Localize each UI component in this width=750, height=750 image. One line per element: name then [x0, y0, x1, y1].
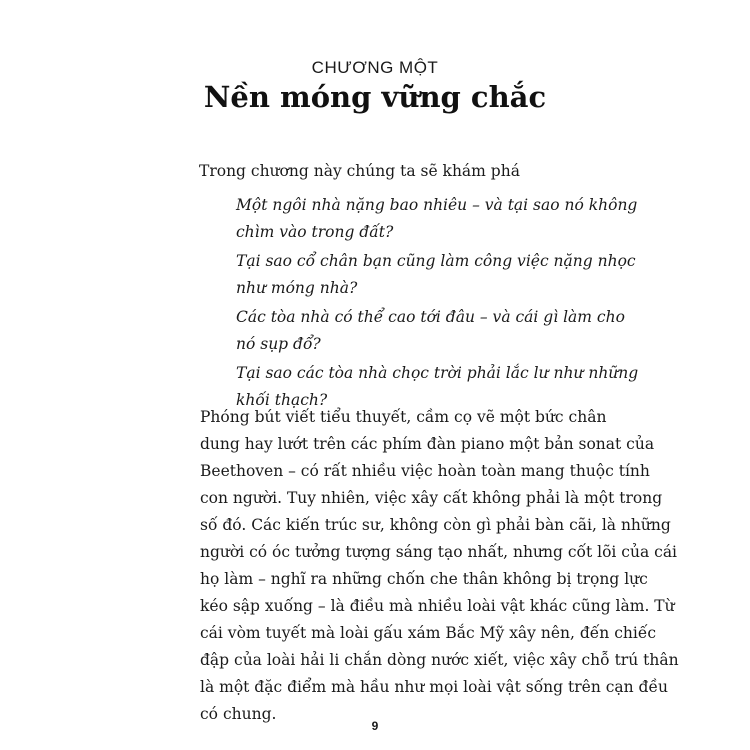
question-line: Tại sao cổ chân bạn cũng làm công việc nặng nhọc [236, 252, 636, 270]
body-line: Phóng bút viết tiểu thuyết, cầm cọ vẽ một bức chân [200, 408, 607, 426]
question-item [236, 248, 636, 302]
question-item [236, 192, 638, 246]
question-line: nó sụp đổ? [236, 335, 321, 353]
body-line: kéo sập xuống – là điều mà nhiều loài vật khác cũng làm. Từ [200, 597, 675, 615]
question-line: như móng nhà? [236, 279, 358, 297]
chapter-title: Nền móng vững chắc [203, 80, 547, 114]
body-line: có chung. [200, 705, 277, 723]
body-paragraph [200, 404, 679, 728]
body-line: là một đặc điểm mà hầu như mọi loài vật sống trên cạn đều [200, 678, 668, 696]
body-line: người có óc tưởng tượng sáng tạo nhất, nhưng cốt lõi của cái [200, 543, 678, 561]
question-line: khối thạch? [236, 391, 328, 409]
body-line: con người. Tuy nhiên, việc xây cất không phải là một trong [200, 489, 663, 507]
chapter-intro: Trong chương này chúng ta sẽ khám phá [199, 162, 520, 180]
question-list [236, 192, 639, 416]
body-line: họ làm – nghĩ ra những chốn che thân không bị trọng lực [200, 570, 648, 588]
question-line: Một ngôi nhà nặng bao nhiêu – và tại sao nó không [236, 196, 638, 214]
body-line: Beethoven – có rất nhiều việc hoàn toàn mang thuộc tính [200, 462, 650, 480]
question-item [236, 304, 625, 358]
body-line: dung hay lướt trên các phím đàn piano một bản sonat của [200, 435, 655, 453]
question-line: Tại sao các tòa nhà chọc trời phải lắc lư như những [236, 364, 639, 382]
body-line: cái vòm tuyết mà loài gấu xám Bắc Mỹ xây nên, đến chiếc [200, 624, 657, 642]
body-line: số đó. Các kiến trúc sư, không còn gì phải bàn cãi, là những [200, 516, 671, 534]
chapter-label: CHƯƠNG MỘT [311, 58, 439, 77]
body-line: đập của loài hải li chắn dòng nước xiết, việc xây chỗ trú thân [200, 651, 679, 669]
question-line: chìm vào trong đất? [236, 223, 394, 241]
page-number: 9 [371, 719, 379, 733]
question-line: Các tòa nhà có thể cao tới đâu – và cái gì làm cho [236, 308, 625, 326]
